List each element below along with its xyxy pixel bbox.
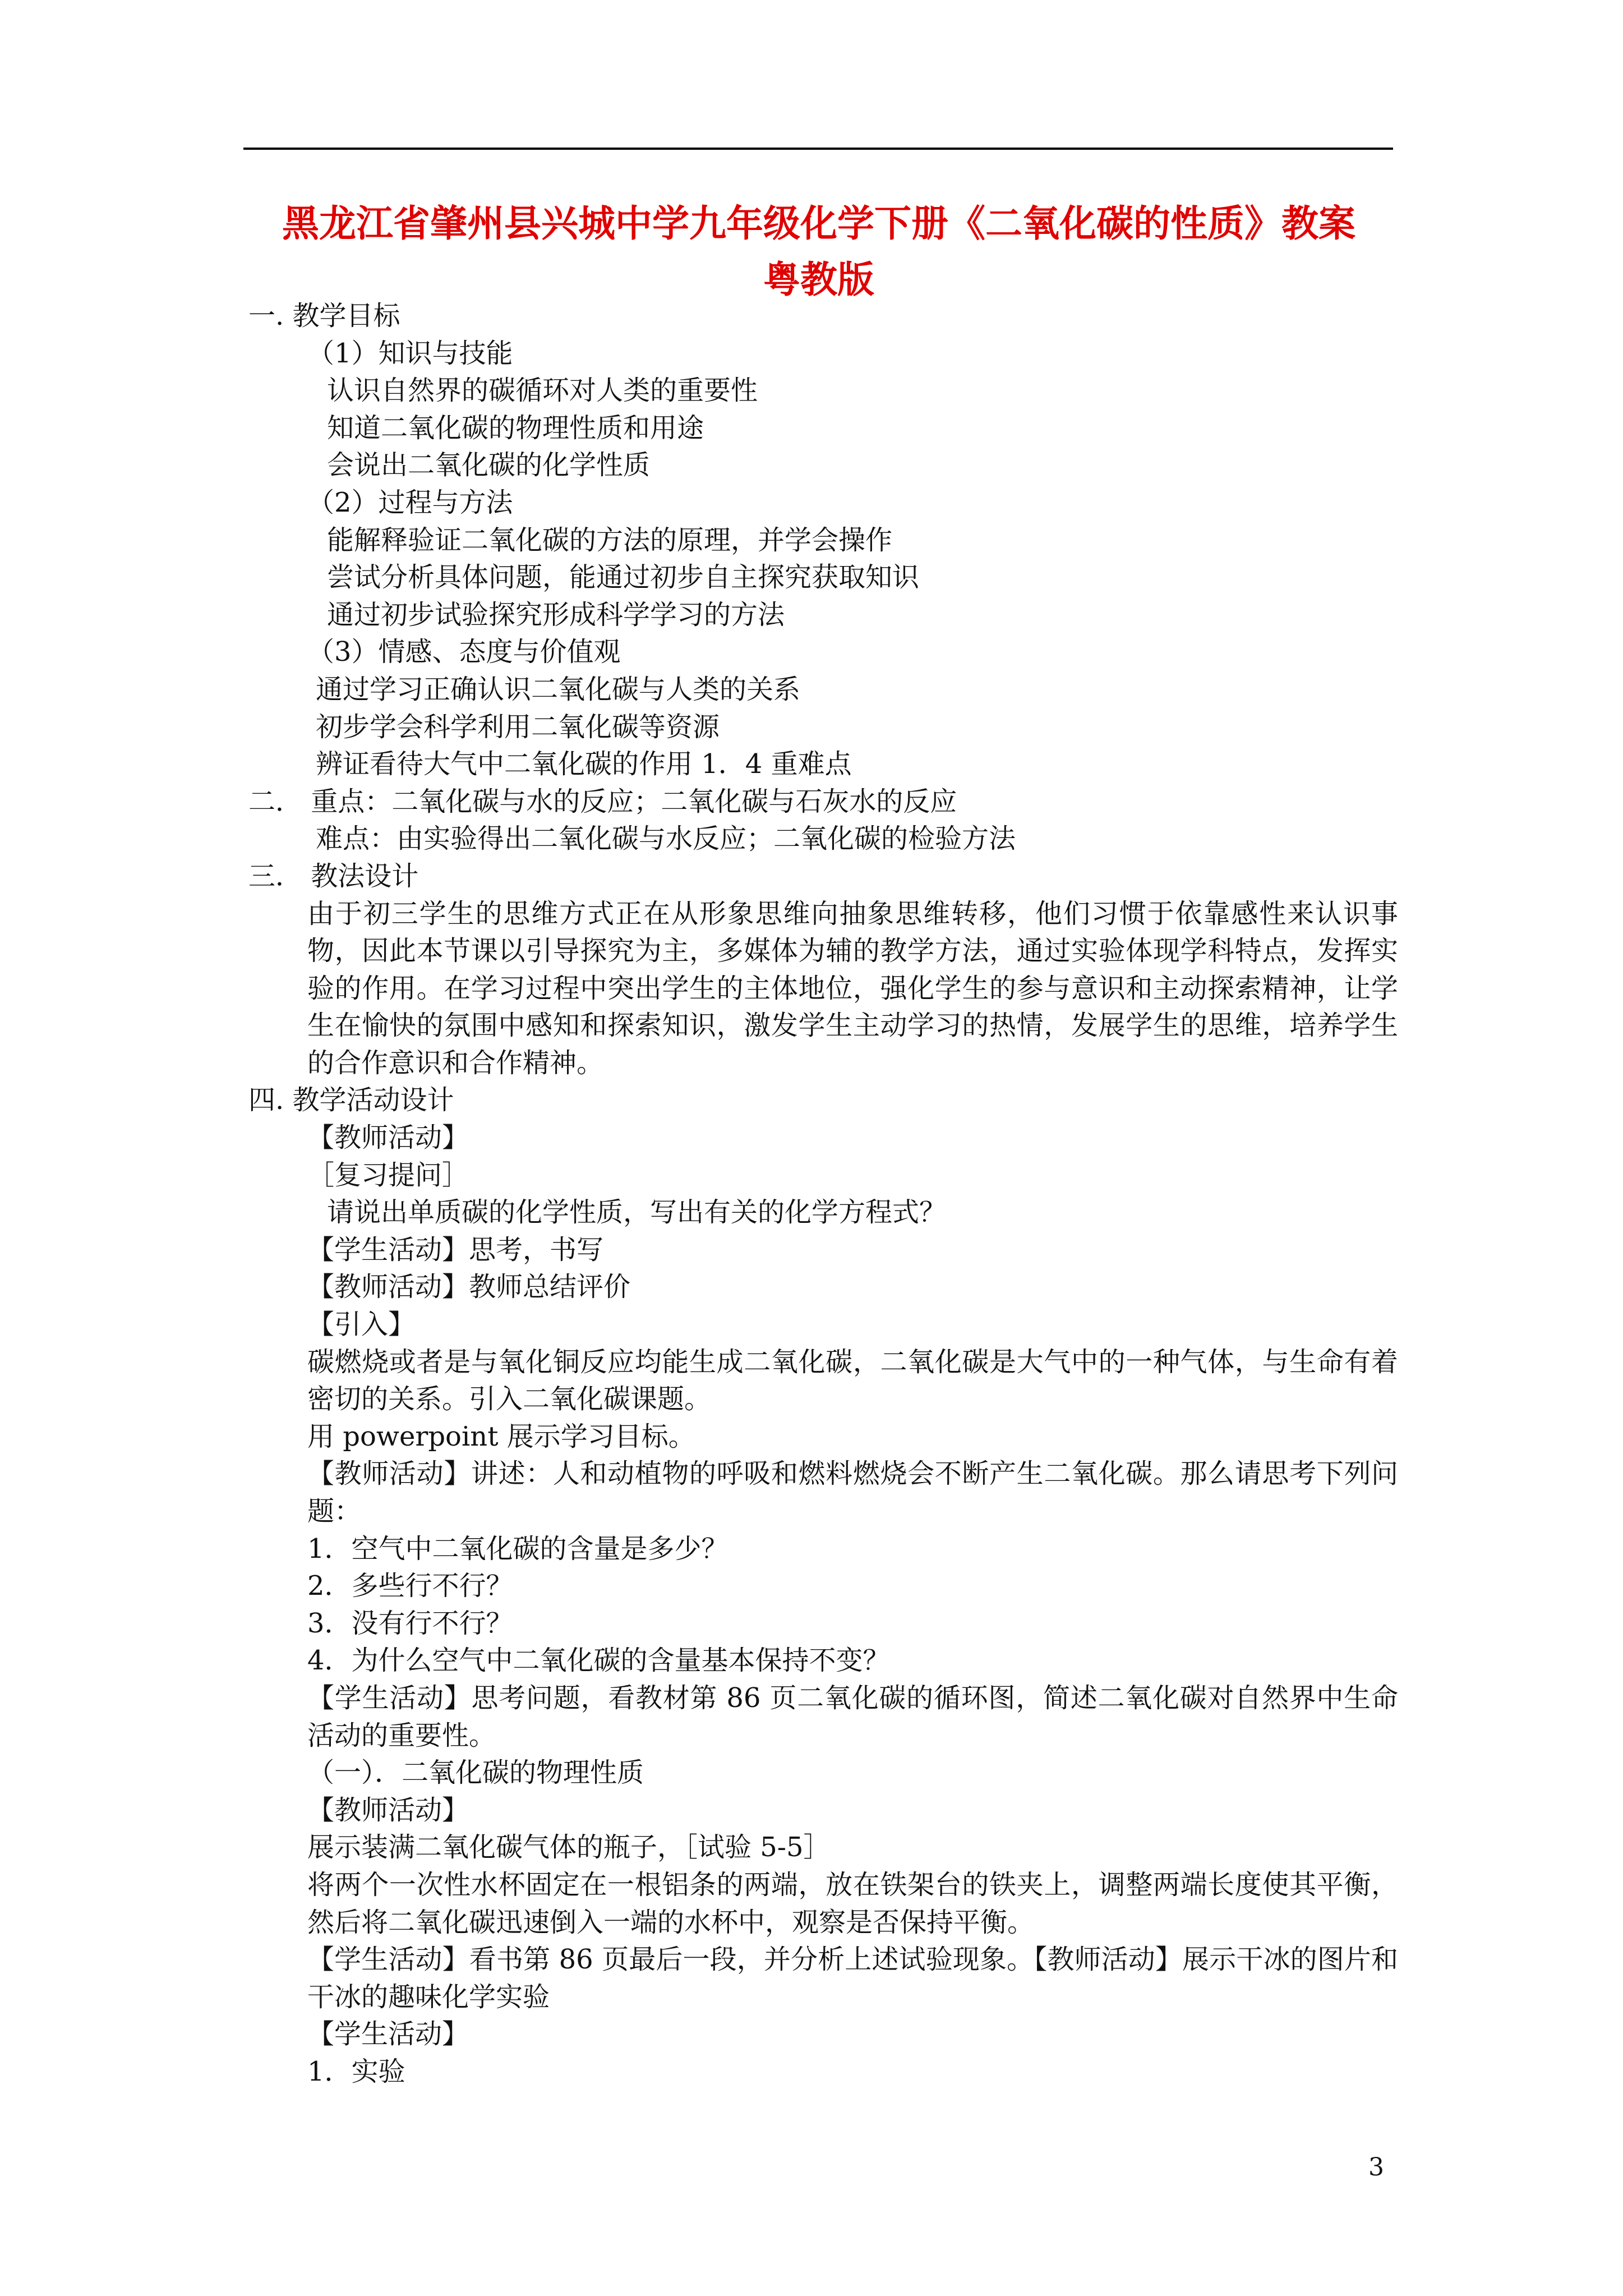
body-line: 1．实验 xyxy=(307,2055,405,2087)
document-body xyxy=(248,297,1398,2091)
body-line: 【教师活动】 xyxy=(307,1122,469,1154)
body-line: （一）．二氧化碳的物理性质 xyxy=(307,1757,644,1789)
body-line: （2）过程与方法 xyxy=(307,486,513,518)
body-line: 二． 重点：二氧化碳与水的反应；二氧化碳与石灰水的反应 xyxy=(248,785,957,817)
body-paragraph: 【教师活动】讲述：人和动植物的呼吸和燃料燃烧会不断产生二氧化碳。那么请思考下列问题： xyxy=(307,1458,1398,1527)
body-line: 【教师活动】 xyxy=(307,1794,469,1826)
body-line: 知道二氧化碳的物理性质和用途 xyxy=(327,412,704,444)
body-line: 能解释验证二氧化碳的方法的原理，并学会操作 xyxy=(327,524,893,556)
body-line: 认识自然界的碳循环对人类的重要性 xyxy=(327,375,758,407)
body-line: 四. 教学活动设计 xyxy=(248,1084,454,1116)
body-paragraph: 碳燃烧或者是与氧化铜反应均能生成二氧化碳，二氧化碳是大气中的一种气体，与生命有着密切的关系。引入二氧化碳课题。 xyxy=(307,1346,1398,1415)
body-line: 三． 教法设计 xyxy=(248,860,419,892)
body-line: 2．多些行不行？ xyxy=(307,1570,513,1602)
body-line: 【学生活动】 xyxy=(307,2018,469,2050)
page-number: 3 xyxy=(1368,2153,1384,2182)
body-line: 辨证看待大气中二氧化碳的作用 1．4 重难点 xyxy=(316,748,852,780)
title-line-1: 黑龙江省肇州县兴城中学九年级化学下册《二氧化碳的性质》教案 xyxy=(282,201,1355,245)
body-paragraph: 【学生活动】看书第 86 页最后一段，并分析上述试验现象。【教师活动】展示干冰的图片和干冰的趣味化学实验 xyxy=(307,1944,1398,2013)
body-paragraph: 【学生活动】思考问题，看教材第 86 页二氧化碳的循环图，简述二氧化碳对自然界中生命活动的重要性。 xyxy=(307,1682,1398,1751)
body-line: （1）知识与技能 xyxy=(307,337,513,369)
header-rule xyxy=(243,148,1393,150)
body-line: 【教师活动】教师总结评价 xyxy=(307,1271,631,1303)
body-line: 一. 教学目标 xyxy=(248,300,400,332)
body-line: 请说出单质碳的化学性质，写出有关的化学方程式？ xyxy=(327,1197,947,1228)
body-line: 展示装满二氧化碳气体的瓶子，［试验 5-5］ xyxy=(307,1832,831,1864)
body-line: 难点：由实验得出二氧化碳与水反应；二氧化碳的检验方法 xyxy=(316,823,1016,855)
body-paragraph: 由于初三学生的思维方式正在从形象思维向抽象思维转移，他们习惯于依靠感性来认识事物，因此本节课以引导探究为主，多媒体为辅的教学方法，通过实验体现学科特点，发挥实验的作用。在学习过程中突出学生的主体地位，强化学生的参与意识和主动探索精神，让学生在愉快的氛围中感知和探索知识，激发学生主动学习的热情，发展学生的思维，培养学生的合作意识和合作精神。 xyxy=(307,898,1398,1079)
body-line: 通过学习正确认识二氧化碳与人类的关系 xyxy=(316,673,801,705)
body-line: 尝试分析具体问题，能通过初步自主探究获取知识 xyxy=(327,562,920,593)
body-line: （3）情感、态度与价值观 xyxy=(307,636,621,668)
body-line: 【学生活动】思考，书写 xyxy=(307,1234,604,1266)
body-line: 用 powerpoint 展示学习目标。 xyxy=(307,1420,695,1452)
body-line: 通过初步试验探究形成科学学习的方法 xyxy=(327,599,785,631)
body-line: 会说出二氧化碳的化学性质 xyxy=(327,449,651,481)
document-title xyxy=(236,195,1402,307)
title-line-2: 粤教版 xyxy=(763,257,874,301)
body-line: 初步学会科学利用二氧化碳等资源 xyxy=(316,711,720,743)
body-line: ［复习提问］ xyxy=(307,1159,469,1191)
body-line: 1．空气中二氧化碳的含量是多少？ xyxy=(307,1533,728,1565)
body-line: 3．没有行不行？ xyxy=(307,1607,513,1639)
body-paragraph: 将两个一次性水杯固定在一根铝条的两端，放在铁架台的铁夹上，调整两端长度使其平衡，然后将二氧化碳迅速倒入一端的水杯中，观察是否保持平衡。 xyxy=(307,1869,1398,1938)
body-line: 4．为什么空气中二氧化碳的含量基本保持不变？ xyxy=(307,1645,890,1677)
body-line: 【引入】 xyxy=(307,1309,416,1341)
